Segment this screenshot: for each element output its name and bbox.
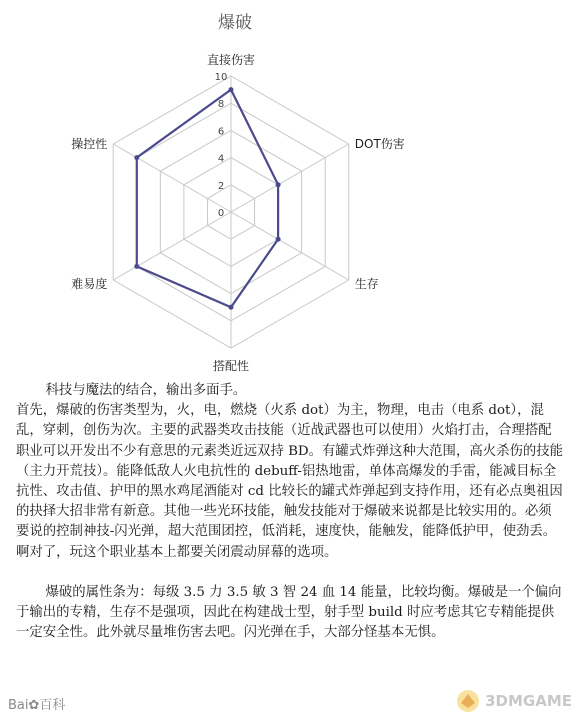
- data-point: [134, 264, 139, 269]
- grid-spoke: [231, 144, 349, 212]
- 3dm-logo-icon: [455, 688, 481, 714]
- axis-label: 操控性: [71, 137, 108, 151]
- intro-paragraph: 科技与魔法的结合，输出多面手。: [45, 383, 247, 398]
- baike-watermark: Bai✿百科: [8, 698, 66, 713]
- tick-label: 2: [217, 180, 225, 192]
- tick-label: 6: [217, 126, 225, 138]
- data-point: [229, 305, 234, 310]
- attributes-paragraph: 爆破的属性条为：每级 3.5 力 3.5 敏 3 智 24 血 14 能量，比较均衡。爆破是一个偏向于输出的专精，生存不是强项，因此在构建战士型，射手型 build 时应考虑其它专精能提供一定安全性。此外就尽量堆伤害去吧。闪光弹在手，大部分怪基本无惧。: [16, 584, 562, 641]
- chart-title: 爆破: [218, 13, 252, 33]
- data-point: [134, 155, 139, 160]
- tick-label: 10: [214, 72, 228, 83]
- data-point: [276, 182, 281, 187]
- axis-label: 直接伤害: [206, 53, 256, 67]
- axis-label: 生存: [354, 277, 379, 291]
- grid-spoke: [113, 212, 231, 280]
- tick-label: 4: [217, 153, 225, 165]
- axis-label: 难易度: [71, 277, 108, 291]
- tick-label: 0: [217, 208, 225, 219]
- grid-spoke: [231, 212, 349, 280]
- data-point: [229, 87, 234, 92]
- article-body: [16, 381, 564, 643]
- 3dmgame-watermark: [455, 686, 572, 716]
- axis-label: DOT伤害: [354, 137, 405, 151]
- data-point: [276, 237, 281, 242]
- 3dmgame-label: 3DMGAME: [485, 692, 572, 710]
- grid-spoke: [113, 144, 231, 212]
- tick-label: 8: [217, 99, 225, 111]
- axis-label: 搭配性: [212, 359, 250, 373]
- radar-svg: [0, 0, 470, 380]
- skills-paragraph: 首先，爆破的伤害类型为，火，电，燃烧（火系 dot）为主，物理，电击（电系 dot），混乱，穿刺，创伤为次。主要的武器类攻击技能（近战武器也可以使用）火焰打击，合理搭配职业可以开发出不少有意思的元素类近远双持 BD。有罐式炸弹这种大范围，高火杀伤的技能（主力开荒技）。能降低敌人火电抗性的 debuff-铝热地雷，单体高爆发的手雷，能减目标全抗性、攻击值、护甲的黑水鸡尾酒能对 cd 比较长的罐式炸弹起到支持作用，还有必点奥祖因的抉择大招非常有新意。其他一些光环技能，触发技能对于爆破来说都是比较实用的。必须要说的控制神技-闪光弹，超大范围团控，低消耗，速度快，能触发，能降低护甲，使劲丢。啊对了，玩这个职业基本上都要关闭震动屏幕的选项。: [16, 403, 564, 560]
